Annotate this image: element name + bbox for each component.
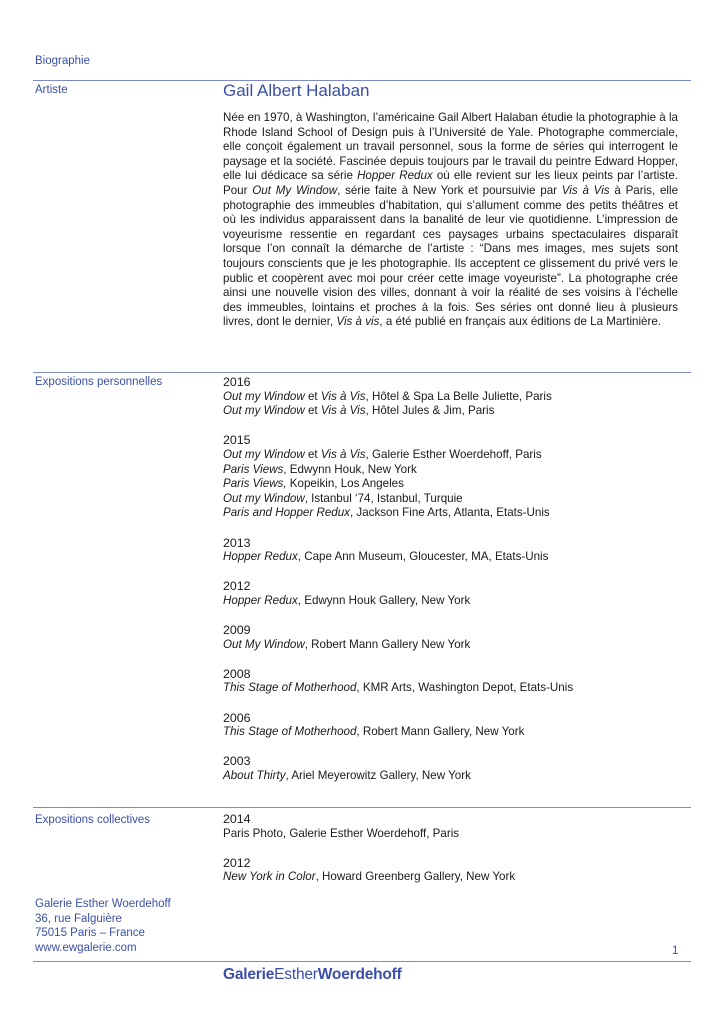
text-run: , Robert Mann Gallery New York	[304, 637, 471, 651]
italic-title: Out My Window	[223, 637, 305, 651]
italic-title: Vis à vis	[336, 315, 380, 329]
text-run: , Howard Greenberg Gallery, New York	[315, 870, 516, 884]
italic-title: Vis à Vis	[561, 183, 610, 197]
text-run: où elle revient sur les lieux peints par l’artiste. Pour	[223, 169, 679, 197]
text-run: , Cape Ann Museum, Gloucester, MA, Etats-Unis	[297, 550, 549, 564]
exhibition-entry	[223, 769, 678, 784]
solo-exhibitions-list	[223, 375, 678, 798]
exhibition-entry	[223, 638, 678, 653]
text-run: , Ariel Meyerowitz Gallery, New York	[285, 769, 471, 783]
gallery-logo: GalerieEstherWoerdehoff	[223, 966, 402, 983]
year-block	[223, 623, 678, 652]
italic-title: Vis à Vis	[320, 404, 366, 418]
gallery-address	[35, 897, 171, 955]
text-run: et	[304, 389, 321, 403]
exhibition-entry	[223, 594, 678, 609]
year-heading: 2015	[223, 433, 251, 448]
page-number: 1	[672, 945, 679, 957]
italic-title: Out my Window	[223, 491, 305, 505]
divider	[33, 961, 691, 962]
exhibition-entry	[223, 725, 678, 740]
year-block	[223, 579, 678, 608]
artist-name: Gail Albert Halaban	[223, 81, 370, 100]
exhibition-entry	[223, 492, 678, 507]
year-heading: 2006	[223, 710, 251, 725]
text-run: Née en 1970, à Washington, l’américaine Gail Albert Halaban étudie la photographie à la Rhode Island School of Design puis à l’Université de Yale. Photographe commerciale, elle conçoit également un travail personnel, sous la forme de séries qui interrogent le paysage et la société. Fascinée depuis toujours par le travail du peintre Edward Hopper, elle lui dédicace sa série	[223, 111, 678, 183]
text-run: , a été publié en français aux éditions de La Martinière.	[379, 315, 662, 329]
italic-title: Paris Views,	[223, 477, 287, 491]
text-run: , Hôtel & Spa La Belle Juliette, Paris	[365, 389, 552, 403]
year-heading: 2012	[223, 855, 251, 870]
text-run: , Galerie Esther Woerdehoff, Paris	[365, 447, 542, 461]
text-run: et	[304, 447, 321, 461]
year-heading: 2014	[223, 812, 251, 826]
exhibition-entry	[223, 550, 678, 565]
text-run: , Robert Mann Gallery, New York	[356, 725, 525, 739]
year-block	[223, 375, 678, 419]
exhibition-entry	[223, 827, 678, 842]
italic-title: Vis à Vis	[320, 389, 366, 403]
text-run: , KMR Arts, Washington Depot, Etats-Unis	[356, 681, 574, 695]
year-heading: 2008	[223, 666, 251, 681]
italic-title: This Stage of Motherhood	[223, 681, 357, 695]
year-heading: 2003	[223, 754, 251, 769]
italic-title: Hopper Redux	[223, 593, 298, 607]
year-block	[223, 812, 678, 841]
italic-title: About Thirty	[223, 769, 286, 783]
gallery-city: 75015 Paris – France	[35, 927, 145, 940]
italic-title: Out My Window	[252, 183, 338, 197]
italic-title: Out my Window	[223, 404, 305, 418]
exhibition-entry	[223, 404, 678, 419]
exhibition-entry	[223, 506, 678, 521]
italic-title: Hopper Redux	[223, 550, 298, 564]
text-run: à Paris, elle photographie des immeubles d’habitation, qui s’allument comme des petits théâtres et où les individus apparaissent dans la banalité de leur vie quotidienne. L’impression de voyeurisme ressentie en regardant ces paysages urbains spectaculaires disparaît lorsque l’on connaît la démarche de l’artiste : “Dans mes images, mes sujets sont toujours conscients que je les photographie. Ils acceptent ce glissement du privé vers le public et coopèrent avec moi pour créer cette image voyeuriste”. La photographe crée ainsi une nouvelle vision des villes, donnant à voir la réalité de ses voisins à l’échelle des immeubles, lointains et proches à la fois. Ses séries ont donné lieu à plusieurs livres, dont le dernier,	[223, 183, 679, 329]
italic-title: Paris Views	[223, 462, 284, 476]
text-run: et	[304, 404, 321, 418]
year-block	[223, 536, 678, 565]
italic-title: Hopper Redux	[357, 169, 433, 183]
year-heading: 2009	[223, 623, 251, 638]
italic-title: This Stage of Motherhood	[223, 725, 357, 739]
year-heading: 2016	[223, 375, 251, 389]
exhibition-entry	[223, 448, 678, 463]
year-heading: 2012	[223, 579, 251, 594]
text-run: Kopeikin, Los Angeles	[286, 477, 404, 491]
year-block	[223, 856, 678, 885]
year-block	[223, 754, 678, 783]
section-label: Biographie	[35, 55, 90, 67]
text-run: , Istanbul ‘74, Istanbul, Turquie	[304, 491, 463, 505]
year-block	[223, 433, 678, 521]
divider	[33, 807, 691, 808]
text-run: , Edwynn Houk Gallery, New York	[297, 593, 471, 607]
year-block	[223, 667, 678, 696]
group-exhibitions-label: Expositions collectives	[35, 814, 151, 826]
artist-biography	[223, 111, 678, 330]
exhibition-entry	[223, 870, 678, 885]
italic-title: New York in Color	[223, 870, 316, 884]
gallery-name: Galerie Esther Woerdehoff	[35, 898, 171, 910]
gallery-website-link[interactable]: www.ewgalerie.com	[35, 941, 137, 954]
text-run: , Edwynn Houk, New York	[283, 462, 417, 476]
year-block	[223, 711, 678, 740]
artist-label: Artiste	[35, 84, 68, 96]
text-run: , série faite à New York et poursuivie par	[337, 183, 562, 197]
italic-title: Out my Window	[223, 447, 305, 461]
exhibition-entry	[223, 390, 678, 405]
year-heading: 2013	[223, 535, 251, 550]
artist-section	[223, 81, 678, 330]
group-exhibitions-list	[223, 812, 678, 900]
text-run: , Hôtel Jules & Jim, Paris	[365, 404, 495, 418]
text-run: , Jackson Fine Arts, Atlanta, Etats-Unis	[349, 506, 550, 520]
italic-title: Paris and Hopper Redux	[223, 506, 350, 520]
exhibition-entry	[223, 681, 678, 696]
exhibition-entry	[223, 477, 678, 492]
italic-title: Vis à Vis	[320, 447, 366, 461]
divider	[33, 372, 691, 373]
exhibition-entry	[223, 463, 678, 478]
solo-exhibitions-label: Expositions personnelles	[35, 376, 163, 388]
gallery-street: 36, rue Falguière	[35, 912, 122, 925]
italic-title: Out my Window	[223, 389, 305, 403]
text-run: Paris Photo, Galerie Esther Woerdehoff, Paris	[223, 826, 460, 840]
